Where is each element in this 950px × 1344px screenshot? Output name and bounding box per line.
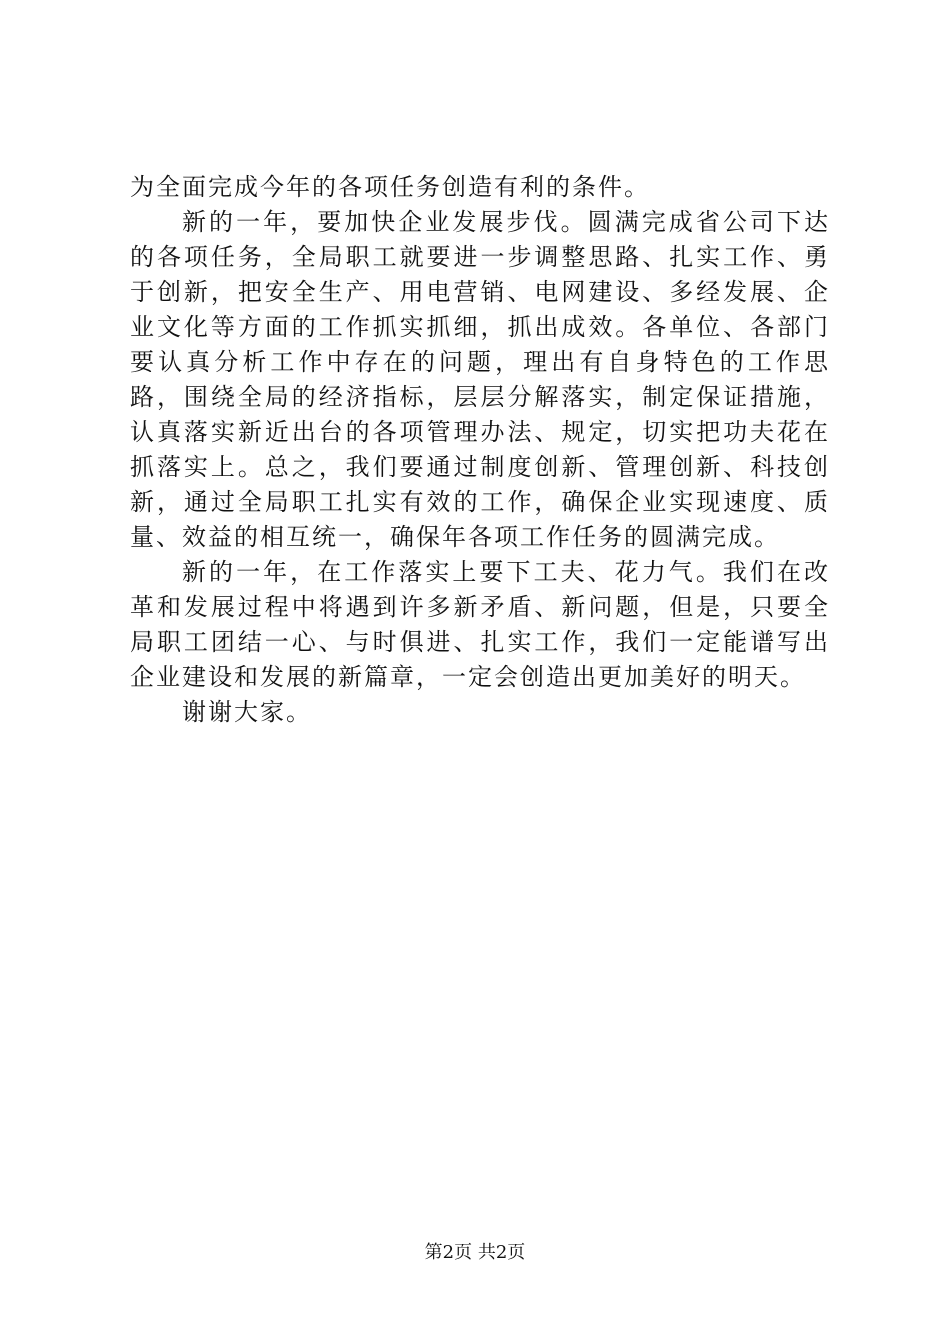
paragraph-implementation: 新的一年，在工作落实上要下工夫、花力气。我们在改革和发展过程中将遇到许多新矛盾、新问题，但是，只要全局职工团结一心、与时俱进、扎实工作，我们一定能谱写出企业建设和发展的新篇章，一定会创造出更加美好的明天。 [130, 558, 830, 691]
paragraph-thanks: 谢谢大家。 [182, 698, 312, 726]
page-number-footer: 第2页 共2页 [424, 1242, 526, 1263]
body-text [130, 170, 830, 730]
paragraph-continuation: 为全面完成今年的各项任务创造有利的条件。 [130, 173, 650, 201]
paragraph-development: 新的一年，要加快企业发展步伐。圆满完成省公司下达的各项任务，全局职工就要进一步调整思路、扎实工作、勇于创新，把安全生产、用电营销、电网建设、多经发展、企业文化等方面的工作抓实抓细，抓出成效。各单位、各部门要认真分析工作中存在的问题，理出有自身特色的工作思路，围绕全局的经济指标，层层分解落实，制定保证措施，认真落实新近出台的各项管理办法、规定，切实把功夫花在抓落实上。总之，我们要通过制度创新、管理创新、科技创新，通过全局职工扎实有效的工作，确保企业实现速度、质量、效益的相互统一，确保年各项工作任务的圆满完成。 [130, 208, 830, 551]
